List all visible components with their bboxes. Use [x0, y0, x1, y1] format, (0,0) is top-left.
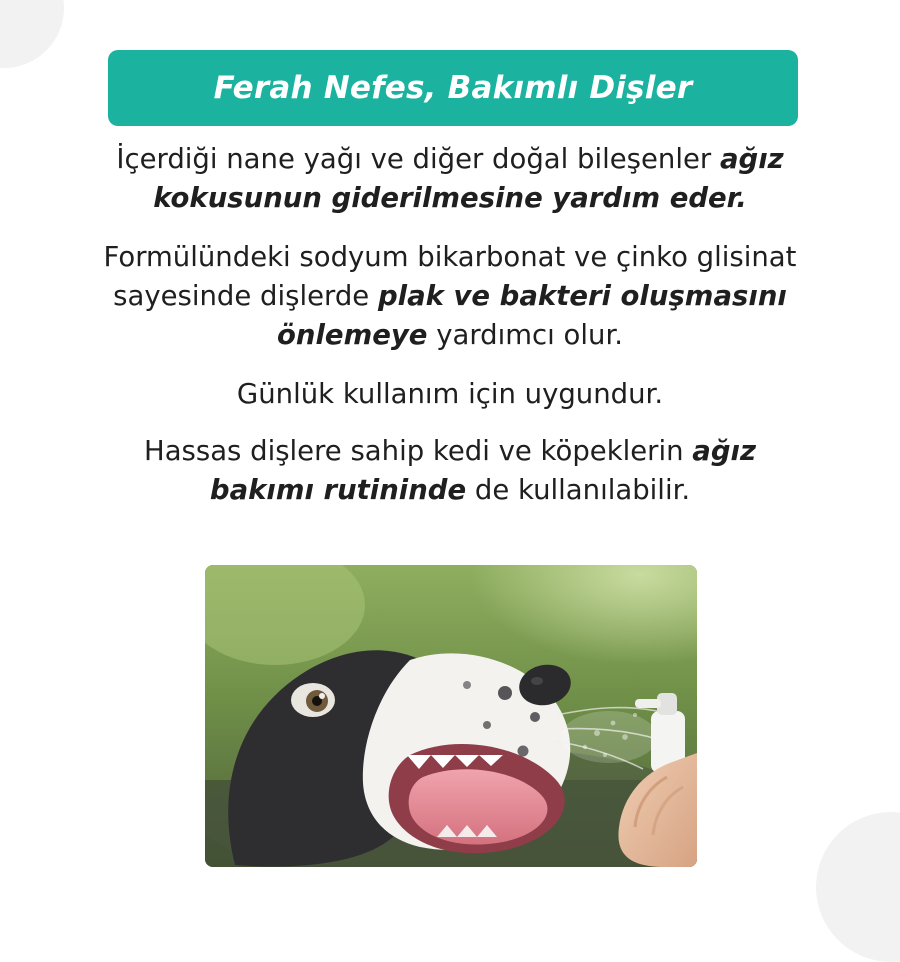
decorative-corner-top-left: [0, 0, 64, 68]
paragraph-3: [90, 375, 810, 414]
product-photo: [205, 565, 697, 867]
paragraph-2-segment-2: plak ve bakteri oluşmasını önlemeye: [277, 280, 787, 352]
decorative-corner-bottom-right: [816, 812, 900, 962]
paragraph-1-segment-1: İçerdiği nane yağı ve diğer doğal bileşenler: [116, 143, 720, 175]
paragraph-1: [90, 140, 810, 218]
paragraph-4-segment-2: ağız bakımı rutininde: [209, 435, 756, 507]
paragraph-2: [90, 238, 810, 355]
paragraph-4-segment-3: de kullanılabilir.: [466, 474, 691, 507]
page-title: Ferah Nefes, Bakımlı Dişler: [213, 70, 693, 106]
paragraph-1-segment-2: ağız kokusunun giderilmesine yardım eder.: [153, 143, 784, 215]
body-copy: [90, 140, 810, 530]
paragraph-2-segment-3: yardımcı olur.: [427, 319, 623, 352]
paragraph-4-segment-1: Hassas dişlere sahip kedi ve köpeklerin: [144, 435, 693, 468]
header-banner: [108, 50, 798, 126]
paragraph-3-segment-1: Günlük kullanım için uygundur.: [236, 378, 664, 411]
paragraph-4: [90, 432, 810, 510]
photo-illustration: [205, 565, 697, 867]
paragraph-2-segment-1: Formülündeki sodyum bikarbonat ve çinko glisinat sayesinde dişlerde: [103, 241, 797, 313]
